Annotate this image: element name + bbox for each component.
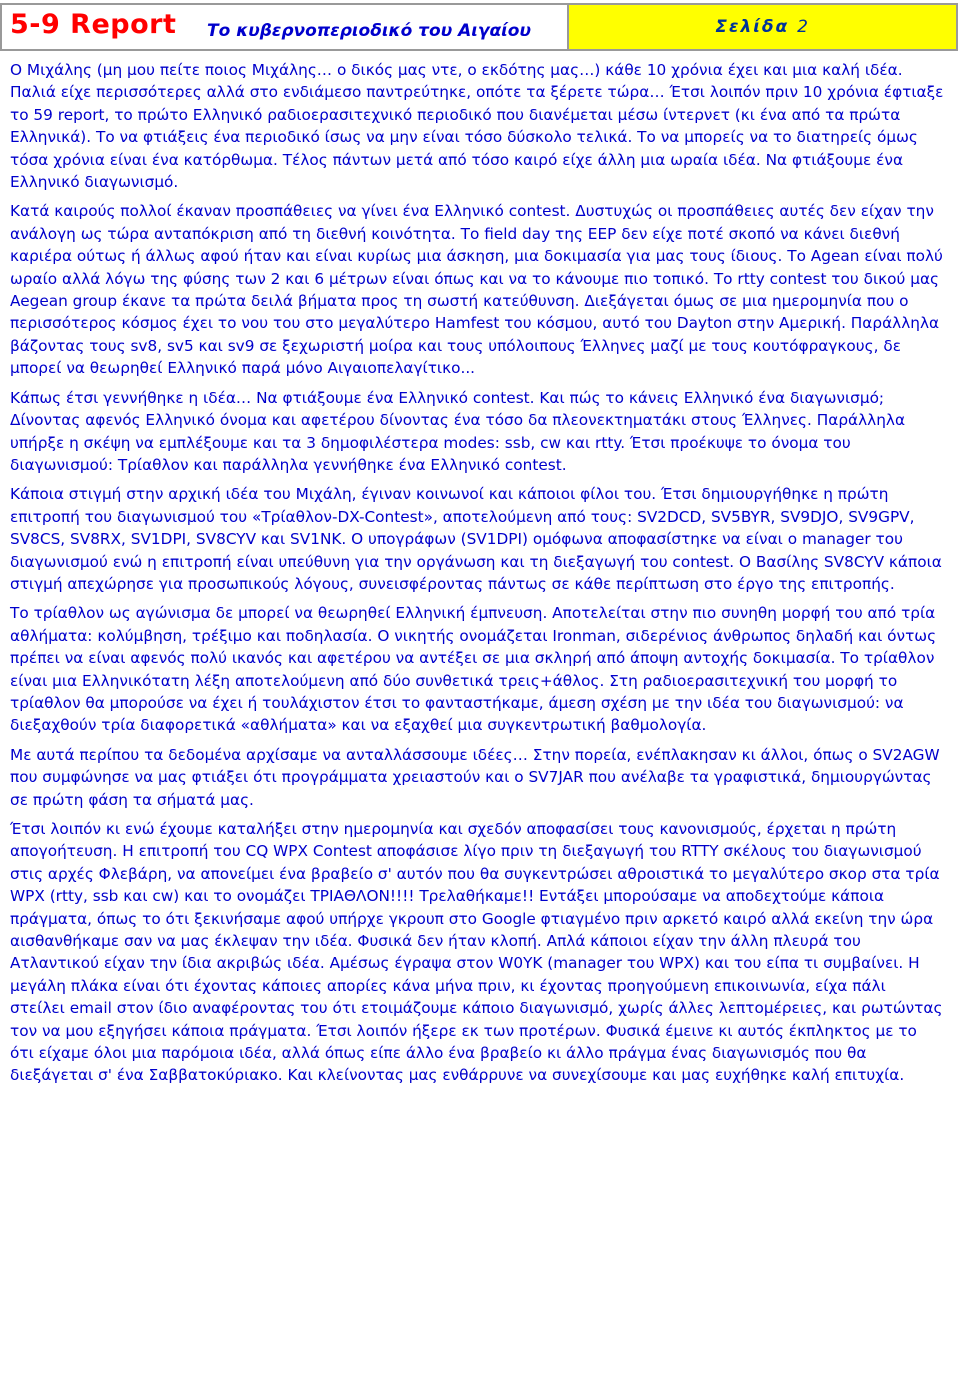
page-number: 2 <box>797 17 808 37</box>
magazine-subtitle: Το κυβερνοπεριοδικό του Αιγαίου <box>207 21 531 41</box>
paragraph-exchange-ideas: Με αυτά περίπου τα δεδομένα αρχίσαμε να ανταλλάσσουμε ιδέες… Στην πορεία, ενέπλακησαν κι άλλοι, όπως ο SV2AGW που συμφώνησε να μας φτιάξει ότι προγράμματα χρειαστούν και ο SV7JAR που ανέλαβε τα γραφιστικά, δημιουργώντας σε πρώτη φάση τα σήματά μας. <box>10 745 940 809</box>
article-body <box>10 59 945 1094</box>
paragraph-triathlon-meaning: Το τρίαθλον ως αγώνισμα δε μπορεί να θεωρηθεί Ελληνική έμπνευση. Αποτελείται στην πιο συνηθη μορφή του από τρία αθλήματα: κολύμβηση, τρέξιμο και ποδηλασία. Ο νικητής ονομάζεται Ironman, σιδερένιος άνθρωπος δηλαδή και όντως πρέπει να είναι αφενός πολύ ικανός και αφετέρου να αντέξει σε μια σκληρή από άποψη αντοχής δοκιμασία. Το τρίαθλον είναι μια Ελληνικότατη λέξη αποτελούμενη από δύο συνθετικά τρεις+άθλος. Στη ραδιοερασιτεχνική του μορφή το τρίαθλον θα μπορούσε να έχει ή τουλάχιστον έτσι το φανταστήκαμε, άμεση σχέση με την ιδέα του διαγωνισμού: να διεξαχθούν τρία διαφορετικά «αθλήματα» και να εξαχθεί μια συγκεντρωτική βαθμολογία. <box>10 604 937 735</box>
paragraph-idea-born: Κάπως έτσι γεννήθηκε η ιδέα… Να φτιάξουμε ένα Ελληνικό contest. Και πώς το κάνεις Ελληνικό ένα διαγωνισμό; Δίνοντας αφενός Ελληνικό όνομα και αφετέρου δίνοντας ένα τόσο δα πλεονεκτηματάκι στους Έλληνες. Παράλληλα υπήρξε η σκέψη να εμπλέξουμε και τα 3 δημοφιλέστερα modes: ssb, cw και rtty. Έτσι προέκυψε το όνομα του διαγωνισμού: Τρίαθλον και παράλληλα γεννήθηκε ένα Ελληνικό contest. <box>10 388 906 474</box>
header-page-panel <box>567 3 958 51</box>
paragraph-previous-attempts: Κατά καιρούς πολλοί έκαναν προσπάθειες να γίνει ένα Ελληνικό contest. Δυστυχώς οι προσπάθειες αυτές δεν είχαν την ανάλογη ως τώρα ανταπόκριση από τη διεθνή κοινότητα. Το field day της ΕΕΡ δεν είχε ποτέ σκοπό να κάνει διεθνή καριέρα ούτως ή άλλως αφού ήταν και είναι κυρίως μια άσκηση, μια δοκιμασία για μας τους ίδιους. Το Agean είναι πολύ ωραίο αλλά λόγω της φύσης των 2 και 6 μέτρων είναι όπως και να το κάνουμε πιο τοπικό. Το rtty contest του δικού μας Aegean group έκανε τα πρώτα δειλά βήματα προς τη σωστή κατεύθυνση. Διεξάγεται όμως σε μια ημερομηνία που ο περισσότερος κόσμος έχει το νου του στο μεγαλύτερο Hamfest του κόσμου, αυτό του Dayton στην Αμερική. Παράλληλα βάζοντας τους sv8, sv5 και sv9 σε ξεχωριστή μοίρα και τους υπόλοιπους Έλληνες μαζί με τους κουτόφραγκους, δε μπορεί να θεωρηθεί Ελληνικό παρά μόνο Αιγαιοπελαγίτικο... <box>10 202 943 378</box>
magazine-brand: 5-9 Report <box>10 9 177 40</box>
page-header <box>0 3 958 51</box>
paragraph-intro: Ο Μιχάλης (μη μου πείτε ποιος Μιχάλης… ο δικός μας ντε, ο εκδότης μας…) κάθε 10 χρόνια έχει και μια καλή ιδέα. Παλιά είχε περισσότερες αλλά στο ενδιάμεσο παντρεύτηκε, οπότε τα ξέρετε τώρα… Έτσι λοιπόν πριν 10 χρόνια έφτιαξε το 59 report, το πρώτο Ελληνικό ραδιοερασιτεχνικό περιοδικό που διανέμεται μέσω ίντερνετ (κι ένα από τα πρώτα Ελληνικά). Το να φτιάξεις ένα περιοδικό ίσως να μην είναι τόσο δύσκολο τελικά. Το να μπορείς να το διατηρείς όμως τόσα χρόνια είναι ένα κατόρθωμα. Τέλος πάντων μετά από τόσο καιρό είχε άλλη μια ωραία ιδέα. Να φτιάξουμε ένα Ελληνικό διαγωνισμό. <box>10 61 944 192</box>
page-label <box>715 17 808 37</box>
header-title-panel <box>0 3 567 51</box>
paragraph-committee: Κάποια στιγμή στην αρχική ιδέα του Μιχάλη, έγιναν κοινωνοί και κάποιοι φίλοι του. Έτσι δημιουργήθηκε η πρώτη επιτροπή του διαγωνισμού του «Τρίαθλον-DX-Contest», αποτελούμενη από τους: SV2DCD, SV5BYR, SV9DJO, SV9GPV, SV8CS, SV8RX, SV1DPI, SV8CYV και SV1NK. Ο υπογράφων (SV1DPI) ομόφωνα αποφασίστηκε να είναι ο manager του διαγωνισμού ενώ η επιτροπή είναι υπεύθυνη για την οργάνωση και τη διεξαγωγή του contest. Ο Βασίλης SV8CYV κάποια στιγμή απεχώρησε για προσωπικούς λόγους, συνεισφέροντας πάντως σε κάθε περίπτωση στο έργο της επιτροπής. <box>10 485 942 593</box>
page-label-text: Σελίδα <box>715 17 790 37</box>
paragraph-wpx-disappointment: Έτσι λοιπόν κι ενώ έχουμε καταλήξει στην ημερομηνία και σχεδόν αποφασίσει τους κανονισμούς, έρχεται η πρώτη απογοήτευση. Η επιτροπή του CQ WPX Contest αποφάσισε λίγο πριν τη διεξαγωγή του RTTY σκέλους του διαγωνισμού στις αρχές Φλεβάρη, να απονείμει ένα βραβείο σ' αυτόν που θα συγκεντρώσει αθροιστικά το μεγαλύτερο σκορ στα τρία WPX (rtty, ssb και cw) και το ονομάζει ΤΡΙΑΘΛΟΝ!!!! Τρελαθήκαμε!! Εντάξει μπορούσαμε να αποδεχτούμε κάποια πράγματα, όπως το ότι ξεκινήσαμε αφού υπήρχε γκρουπ στο Google φτιαγμένο πριν αρκετό καιρό αλλά εκείνη την ώρα αισθανθήκαμε σαν να μας έκλεψαν την ιδέα. Φυσικά δεν ήταν κλοπή. Απλά κάποιοι είχαν την άλλη πλευρά του Ατλαντικού είχαν την ίδια ακριβώς ιδέα. Αμέσως έγραψα στον W0YK (manager του WPX) και του είπα τι συμβαίνει. Η μεγάλη πλάκα είναι ότι έχοντας κάποιες απορίες κάνα μήνα πριν, κι έχοντας προηγούμενη επικοινωνία, είχα πάλι στείλει email στον ίδιο αναφέροντας του ότι ετοιμάζουμε κάποιο διαγωνισμό, χωρίς άλλες λεπτομέρειες, και ρωτώντας τον να μου εξηγήσει κάποια πράγματα. Έτσι λοιπόν ήξερε εκ των προτέρων. Φυσικά έμεινε κι αυτός έκπληκτος με το ότι είχαμε όλοι μια παρόμοια ιδέα, αλλά όπως είπε άλλο ένα βραβείο κι άλλο πράγμα ένας διαγωνισμός που θα διεξάγεται σ' ένα Σαββατοκύριακο. Και κλείνοντας μας ενθάρρυνε να συνεχίσουμε και μας ευχήθηκε καλή επιτυχία. <box>10 820 943 1085</box>
